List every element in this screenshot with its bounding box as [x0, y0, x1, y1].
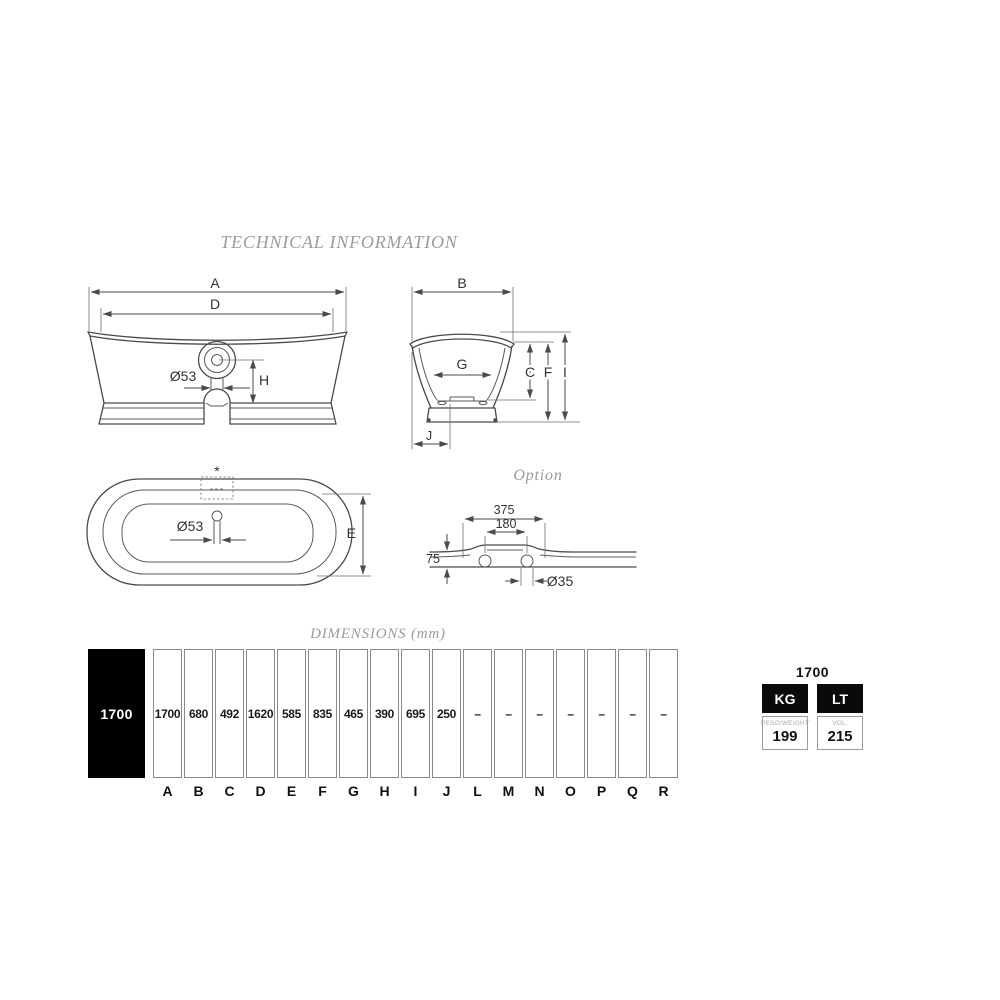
- page-title: TECHNICAL INFORMATION: [220, 232, 458, 252]
- volume-unit-box: LT: [817, 684, 863, 713]
- dimension-value-r: –: [649, 649, 678, 778]
- dim-label-35: Ø35: [546, 573, 574, 589]
- dimension-letter: G: [348, 783, 359, 799]
- weight-value: 199: [772, 728, 798, 745]
- dimensions-heading: DIMENSIONS (mm): [310, 626, 446, 642]
- weight-label: PESO/WEIGHT: [760, 720, 810, 727]
- dim-label-375: 375: [493, 503, 515, 517]
- dimension-value-o: –: [556, 649, 585, 778]
- dim-label-180: 180: [495, 517, 517, 531]
- dimension-value-e: 585: [277, 649, 306, 778]
- dimension-value-g: 465: [339, 649, 368, 778]
- dimension-value-j: 250: [432, 649, 461, 778]
- dim-label-drain-top: Ø53: [176, 518, 204, 534]
- dimension-value-l: –: [463, 649, 492, 778]
- dimension-letter: M: [502, 783, 515, 799]
- volume-label: VOL.: [832, 720, 848, 727]
- dimension-letter: N: [534, 783, 545, 799]
- dimension-value-b: 680: [184, 649, 213, 778]
- dim-label-i: I: [563, 364, 567, 380]
- dim-label-75: 75: [426, 552, 440, 566]
- dimension-letter: L: [473, 783, 482, 799]
- note-marker: *: [214, 463, 220, 479]
- dimension-letter: A: [162, 783, 173, 799]
- dim-label-drain-side: Ø53: [169, 368, 197, 384]
- dimension-value-f: 835: [308, 649, 337, 778]
- dimension-value-n: –: [525, 649, 554, 778]
- weight-unit-box: KG: [762, 684, 808, 713]
- dim-label-g: G: [456, 356, 468, 372]
- dim-label-d: D: [209, 296, 221, 312]
- weight-value-box: [762, 716, 808, 750]
- bathtub-end-view: [410, 275, 580, 449]
- volume-value-box: [817, 716, 863, 750]
- dimension-letter: D: [255, 783, 266, 799]
- dimension-value-m: –: [494, 649, 523, 778]
- dimension-letter: F: [318, 783, 327, 799]
- dim-label-j: J: [425, 429, 433, 443]
- dimension-value-c: 492: [215, 649, 244, 778]
- option-detail-view: [426, 503, 636, 589]
- option-heading: Option: [513, 467, 563, 484]
- dim-label-f: F: [543, 364, 553, 380]
- dim-label-a: A: [210, 275, 220, 291]
- model-size-box: 1700: [88, 649, 145, 778]
- dimension-letter: H: [379, 783, 390, 799]
- dimension-letter: Q: [627, 783, 638, 799]
- bathtub-top-view: [87, 463, 371, 585]
- dim-label-b: B: [457, 275, 467, 291]
- dimensions-letters-row: [153, 782, 678, 800]
- volume-value: 215: [827, 728, 853, 745]
- dimension-letter: B: [193, 783, 204, 799]
- dim-label-c: C: [524, 364, 536, 380]
- dimension-value-q: –: [618, 649, 647, 778]
- dimension-letter: I: [413, 783, 418, 799]
- spec-model-label: 1700: [795, 664, 830, 680]
- dimension-value-h: 390: [370, 649, 399, 778]
- bathtub-side-view: [88, 275, 347, 424]
- dimension-letter: E: [286, 783, 297, 799]
- dimension-letter: J: [442, 783, 451, 799]
- dimension-value-d: 1620: [246, 649, 275, 778]
- dimension-letter: R: [658, 783, 669, 799]
- dimension-value-i: 695: [401, 649, 430, 778]
- dimension-letter: C: [224, 783, 235, 799]
- dimension-value-p: –: [587, 649, 616, 778]
- dimension-letter: O: [565, 783, 576, 799]
- dim-label-h: H: [259, 372, 270, 388]
- dimension-letter: P: [596, 783, 607, 799]
- dim-label-e: E: [346, 525, 356, 541]
- dimension-value-a: 1700: [153, 649, 182, 778]
- dimensions-values-row: [153, 649, 678, 778]
